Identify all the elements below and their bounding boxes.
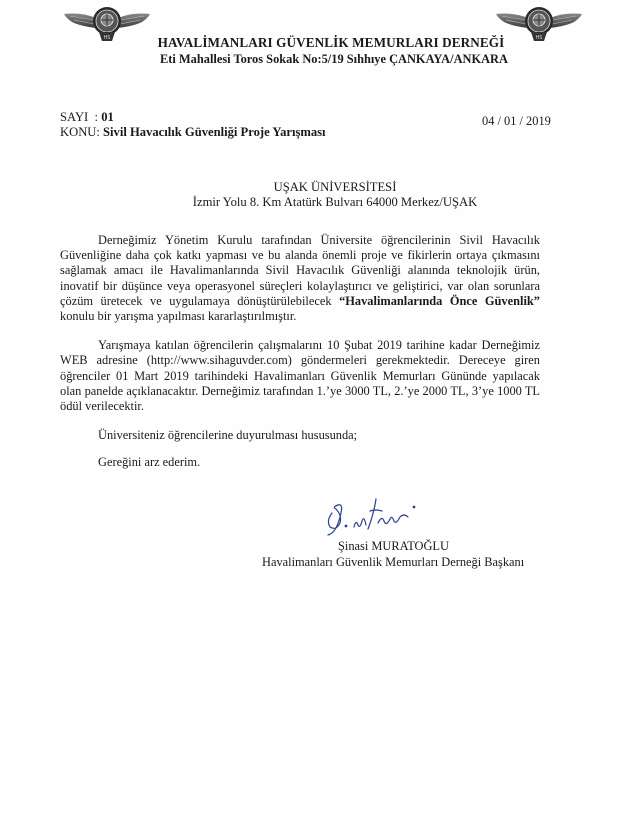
svg-text:HS: HS (535, 35, 543, 41)
subject-value: Sivil Havacılık Güvenliği Proje Yarışması (103, 125, 326, 139)
reference-number-label: SAYI (60, 110, 89, 124)
recipient-block (0, 180, 632, 210)
signer-block (0, 538, 632, 570)
letterhead (0, 34, 632, 67)
recipient-address: İzmir Yolu 8. Km Atatürk Bulvarı 64000 Merkez/UŞAK (192, 195, 478, 209)
body-paragraph-4: Gereğini arz ederim. (98, 455, 201, 470)
organization-name: HAVALİMANLARI GÜVENLİK MEMURLARI DERNEĞİ (157, 35, 505, 50)
letter-body (60, 233, 540, 485)
signer-title: Havalimanları Güvenlik Memurları Derneği Başkanı (262, 555, 525, 569)
letter-meta (60, 110, 326, 140)
body-paragraph-1: Derneğimiz Yönetim Kurulu tarafından Üniversite öğrencilerinin Sivil Havacılık Güvenliğine daha çok katkı yapması ve bu alanda önemli proje ve fikirlerin ortaya çıkmasını sağlamak amacı ile Havalimanlarında Sivil Havacılık Güvenliği alanında teknolojik ürün, inovatif bir düşünce veya operasyonel süreçleri kolaylaştırıcı ve geliştirici, var olan sorunlara çözüm üretecek ve uygulamaya dönüştürülebilecek “Havalimanlarında Önce Güvenlik” konulu bir yarışma yapılması kararlaştırılmıştır. (60, 233, 540, 324)
competition-title: “Havalimanlarında Önce Güvenlik” (339, 293, 540, 308)
reference-number-line: SAYI : 01 (60, 110, 114, 124)
handwritten-signature-icon (318, 493, 438, 538)
letter-date: 04 / 01 / 2019 (482, 114, 551, 128)
body-paragraph-2: Yarışmaya katılan öğrencilerin çalışmalarını 10 Şubat 2019 tarihine kadar Derneğimiz WEB adresine (http://www.sihaguvder.com) göndermeleri gerekmektedir. Dereceye giren öğrenciler 01 Mart 2019 tarihindeki Havalimanları Güvenlik Memurları Gününde yapılacak olan panelde açıklanacaktır. Derneğimiz tarafından 1.’ye 3000 TL, 2.’ye 2000 TL, 3’ye 1000 TL ödül verilecektir. (60, 338, 540, 414)
organization-address: Eti Mahallesi Toros Sokak No:5/19 Sıhhıye ÇANKAYA/ANKARA (160, 52, 508, 66)
recipient-name: UŞAK ÜNİVERSİTESİ (273, 180, 397, 194)
body-paragraph-3: Üniversiteniz öğrencilerine duyurulması hususunda; (98, 428, 358, 443)
subject-line (60, 125, 326, 140)
reference-number-value: 01 (101, 110, 114, 124)
signer-name: Şinasi MURATOĞLU (338, 539, 449, 553)
subject-label: KONU: (60, 125, 100, 139)
svg-text:HS: HS (103, 35, 111, 41)
